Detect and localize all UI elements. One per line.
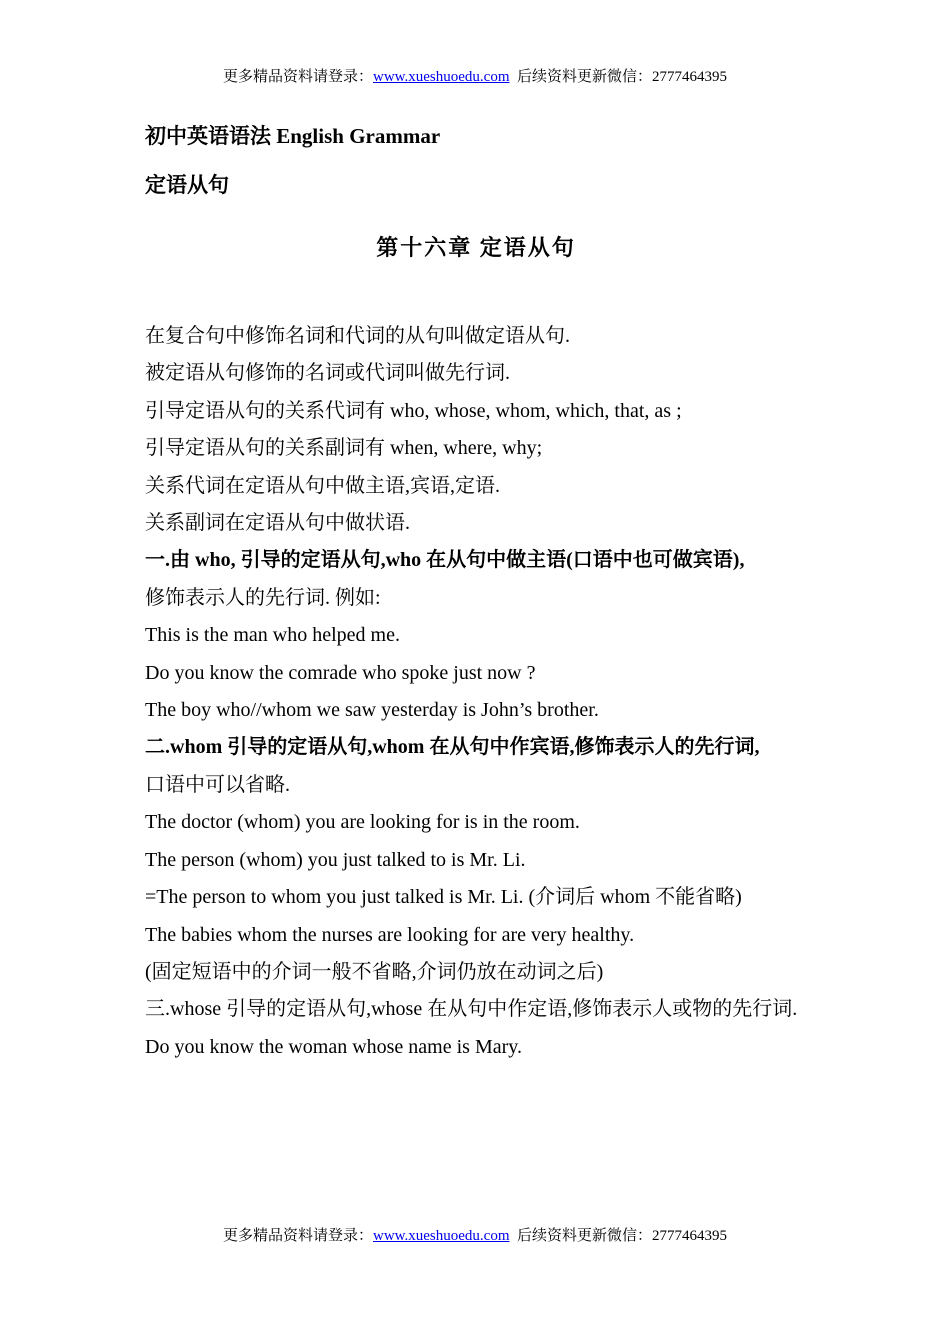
example-sentence: This is the man who helped me. bbox=[145, 624, 400, 647]
footer-prefix: 更多精品资料请登录： bbox=[222, 1228, 373, 1244]
section-heading-3: 三.whose 引导的定语从句,whose 在从句中作定语,修饰表示人或物的先行词. bbox=[145, 998, 798, 1021]
example-sentence: The doctor (whom) you are looking for is in the room. bbox=[145, 811, 580, 834]
document-subtitle: 定语从句 bbox=[145, 173, 229, 197]
paragraph: 口语中可以省略. bbox=[145, 773, 290, 796]
example-sentence: The person (whom) you just talked to is Mr. Li. bbox=[145, 848, 526, 871]
document-body bbox=[145, 318, 807, 1066]
paragraph: 在复合句中修饰名词和代词的从句叫做定语从句. bbox=[145, 325, 570, 347]
chapter-title: 第十六章 定语从句 bbox=[376, 235, 576, 260]
paragraph: 引导定语从句的关系副词有 when, where, why; bbox=[145, 437, 543, 460]
header-suffix: 后续资料更新微信：2777464395 bbox=[517, 69, 728, 85]
paragraph: 被定语从句修饰的名词或代词叫做先行词. bbox=[145, 362, 510, 385]
paragraph: 关系代词在定语从句中做主语,宾语,定语. bbox=[145, 474, 500, 497]
document-title: 初中英语语法 English Grammar bbox=[145, 124, 441, 148]
header-site-link[interactable]: www.xueshuoedu.com bbox=[372, 69, 510, 85]
footer-site-link[interactable]: www.xueshuoedu.com bbox=[372, 1228, 510, 1244]
page-header bbox=[0, 67, 950, 87]
paragraph: 修饰表示人的先行词. 例如: bbox=[145, 586, 381, 609]
page-footer bbox=[0, 1226, 950, 1246]
example-sentence: Do you know the woman whose name is Mary. bbox=[145, 1035, 522, 1058]
paragraph: 引导定语从句的关系代词有 who, whose, whom, which, that, as ; bbox=[145, 399, 682, 422]
section-heading-2: 二.whom 引导的定语从句,whom 在从句中作宾语,修饰表示人的先行词, bbox=[145, 736, 760, 759]
example-sentence: The babies whom the nurses are looking for are very healthy. bbox=[145, 923, 635, 946]
footer-suffix: 后续资料更新微信：2777464395 bbox=[517, 1228, 728, 1244]
example-sentence: Do you know the comrade who spoke just now ? bbox=[145, 661, 536, 684]
section-heading-1: 一.由 who, 引导的定语从句,who 在从句中做主语(口语中也可做宾语), bbox=[145, 549, 745, 572]
paragraph: 关系副词在定语从句中做状语. bbox=[145, 512, 410, 535]
header-prefix: 更多精品资料请登录： bbox=[222, 69, 373, 85]
example-sentence: =The person to whom you just talked is Mr. Li. (介词后 whom 不能省略) bbox=[145, 886, 742, 909]
paragraph: (固定短语中的介词一般不省略,介词仍放在动词之后) bbox=[145, 960, 604, 983]
example-sentence: The boy who//whom we saw yesterday is John’s brother. bbox=[145, 699, 599, 722]
